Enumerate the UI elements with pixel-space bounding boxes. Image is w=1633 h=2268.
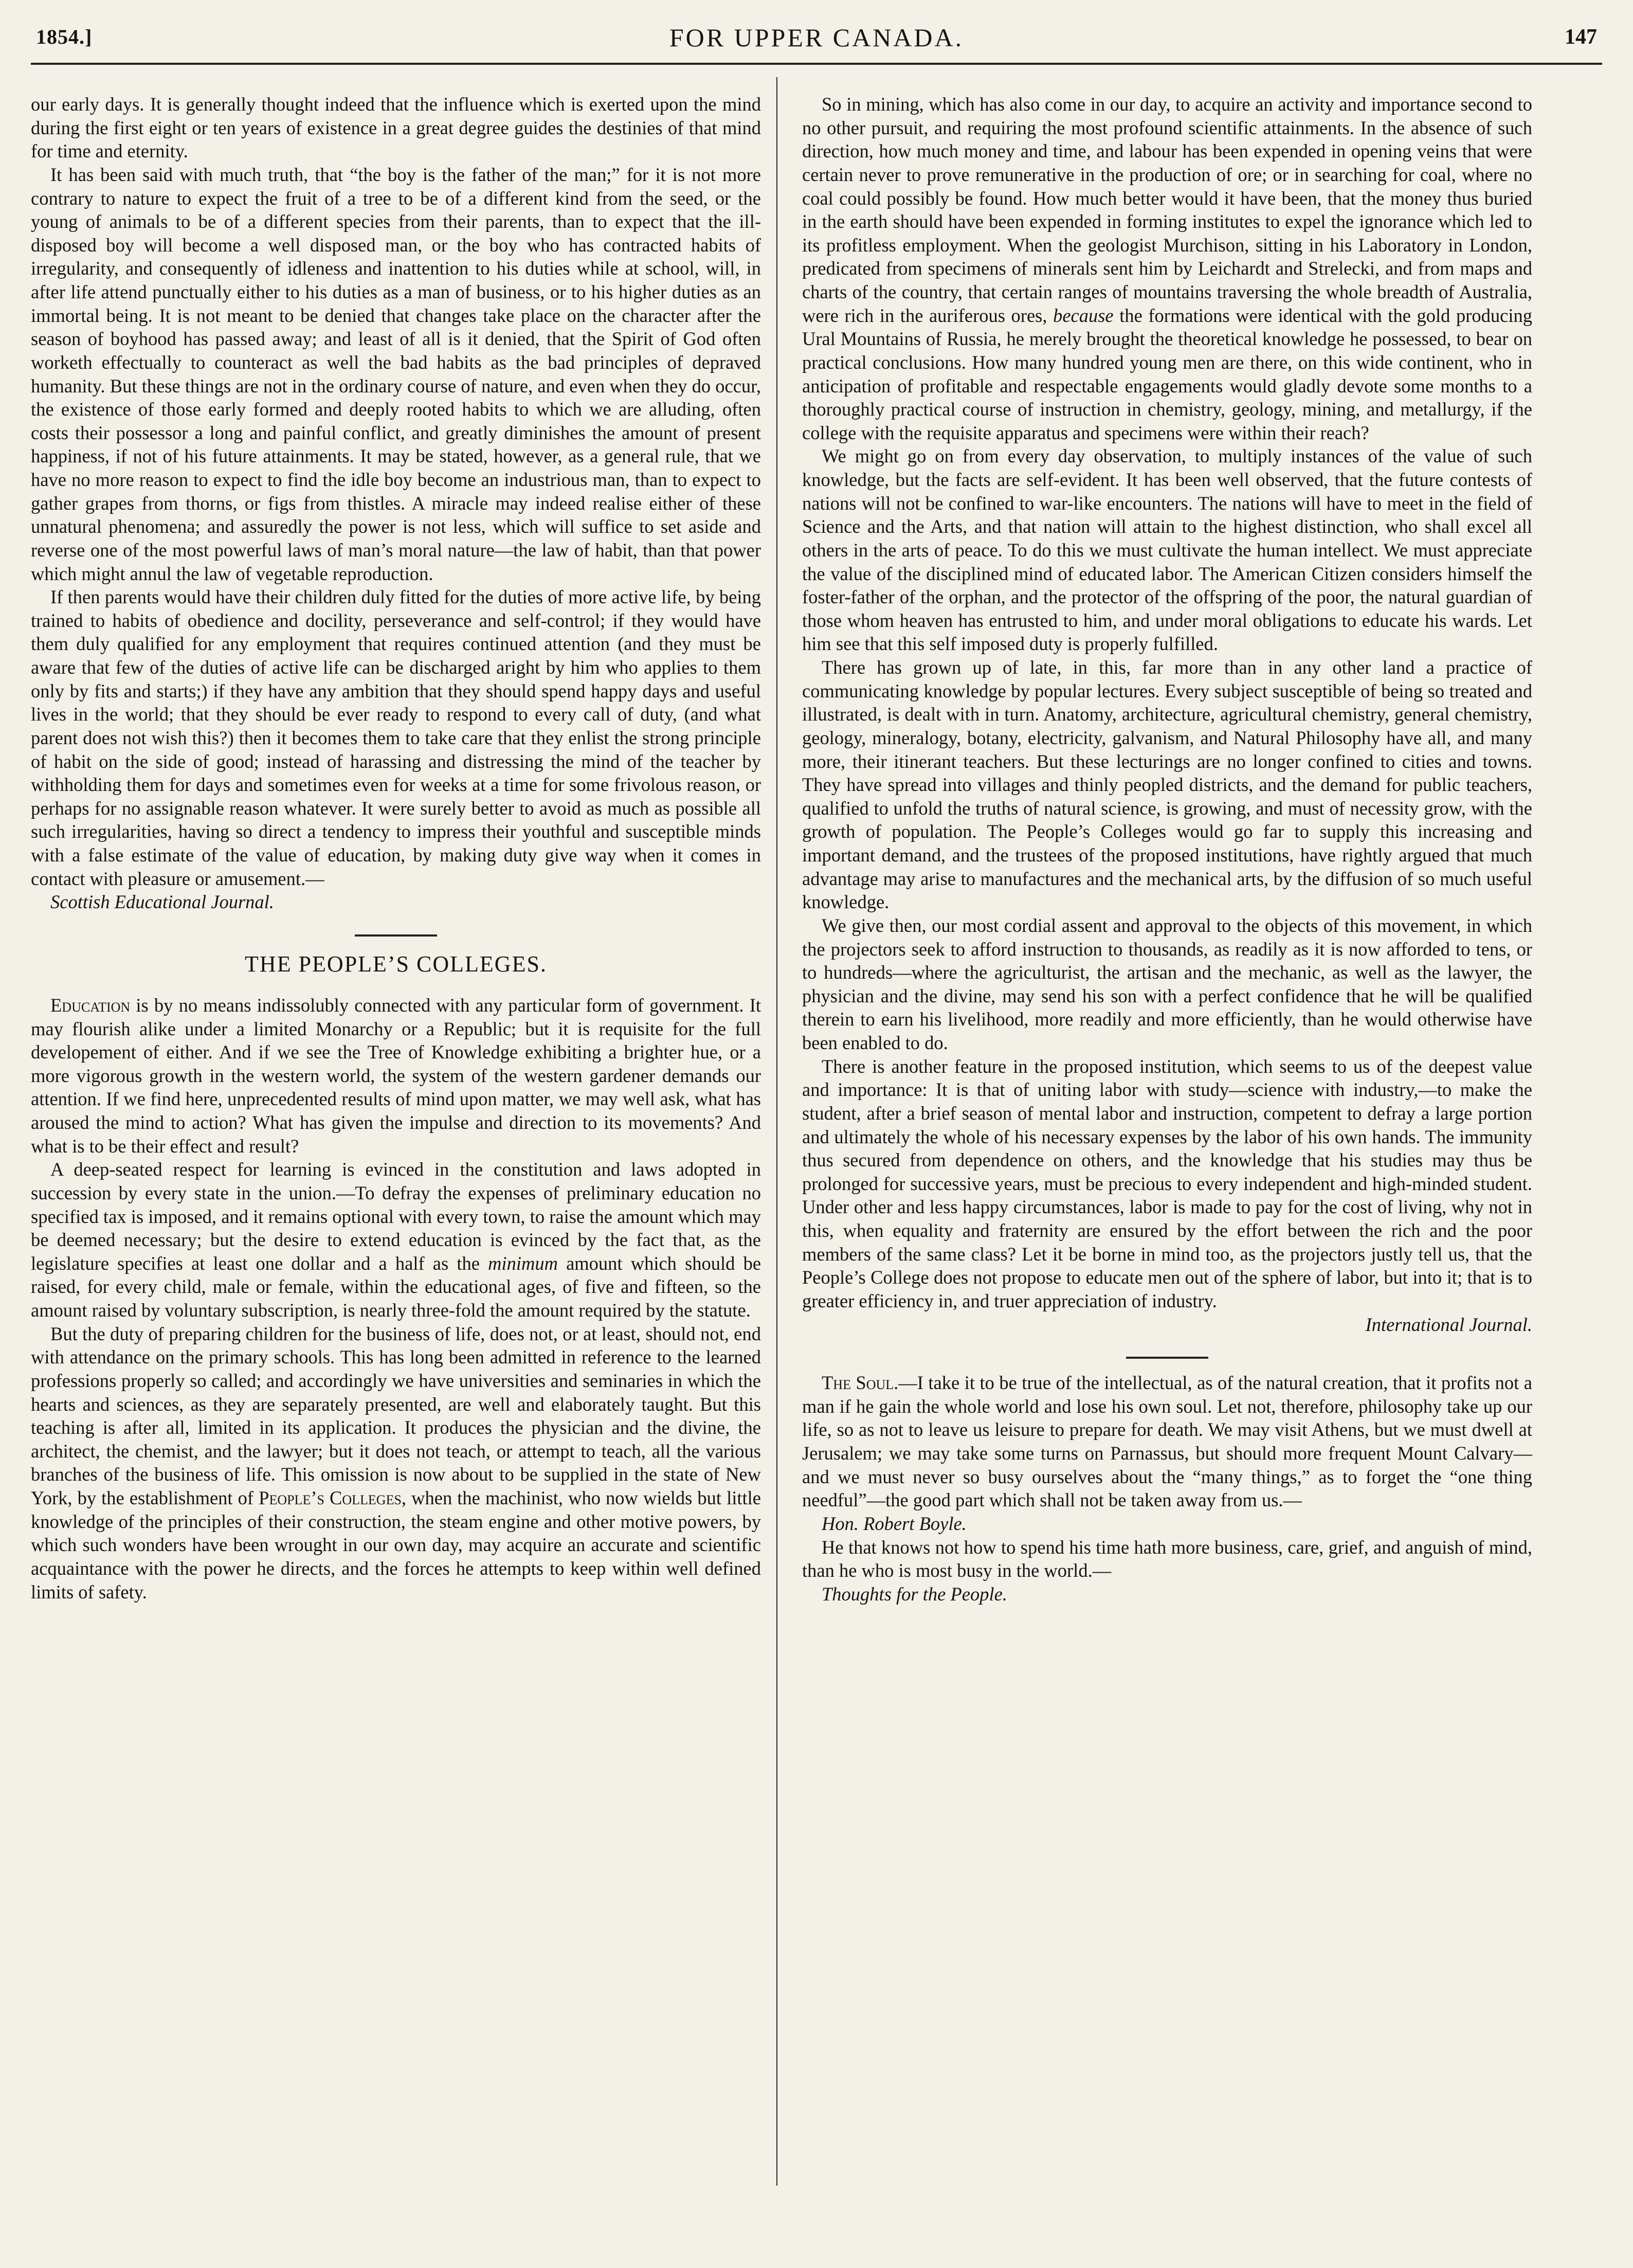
paragraph-text: when the machinist, who now wields but little knowledge of the principles of their construction, the steam engine and other motive powers, by which such wonders have been wrought in our own day, may acquire an accurate and scientific acquaintance with the power he directs, and the forces he attempts to keep within well defined limits of safety.	[31, 1487, 761, 1603]
section-rule	[355, 934, 437, 937]
lead-word: Education	[50, 994, 131, 1016]
page-number: 147	[1565, 25, 1597, 49]
source-citation: Hon. Robert Boyle.	[822, 1513, 967, 1534]
paragraph: He that knows not how to spend his time hath more business, care, grief, and anguish of mind, than he who is most busy in the world.—	[802, 1536, 1532, 1581]
paragraph: There has grown up of late, in this, far more than in any other land a practice of communicating knowledge by popular lectures. Every subject susceptible of being so treated and illustrated, is dealt with in turn. Anatomy, architecture, agricultural chemistry, general chemistry, geology, mineralogy, botany, electricity, galvanism, and Natural Philosophy have all, and many more, their itinerant teachers. But these lecturings are no longer confined to cities and towns. They have spread into villages and thinly peopled districts, and the demand for public teachers, qualified to unfold the truths of natural science, is growing, and must of necessity grow, with the growth of population. The People’s Colleges would go far to supply this increasing and important demand, and the trustees of the proposed institutions, have rightly argued that much advantage may arise to manufactures and the mechanical arts, by the diffusion of so much useful knowledge.	[802, 657, 1532, 913]
paragraph-text: A deep-seated respect for learning is evinced in the constitution and laws adopted in succession by every state in the union.—To defray the expenses of preliminary education no specified tax is imposed, and it remains optional with every town, to raise the amount which may be deemed necessary; but the desire to extend education is evinced by the fact that, as the legislature specifies at least one dollar and a half as the	[31, 1159, 761, 1274]
paragraph: our early days. It is generally thought indeed that the influence which is exerted upon the mind during the first eight or ten years of existence in a great degree guides the destinies of that mind for time and eternity.	[31, 94, 761, 162]
paragraph-text: amount which should be raised, for every child, male or female, within the educational ages, of five and fifteen, so the amount raised by voluntary subscription, is nearly three-fold the amount required by the statute.	[31, 1252, 761, 1321]
small-caps-text: People’s Colleges,	[259, 1487, 407, 1508]
column-divider	[776, 77, 777, 2186]
paragraph	[802, 93, 1532, 444]
emphasis-text: because	[1053, 304, 1114, 326]
paragraph	[31, 1158, 761, 1322]
source-citation: Scottish Educational Journal.	[50, 891, 274, 913]
paragraph-text: is by no means indissolubly connected with any particular form of government. It may flourish alike under a limited Monarchy or a Republic; but it is requisite for the full developement of either. And if we see the Tree of Knowledge exhibiting a brighter hue, or a more vigorous growth in the western world, the system of the western gardener demands our attention. If we find here, unprecedented results of mind upon matter, we may well ask, what has aroused the mind to action? What has given the impulse and direction to its movements? And what is to be their effect and result?	[31, 994, 761, 1157]
paragraph	[31, 994, 761, 1158]
paragraph	[802, 1371, 1532, 1512]
paragraph: We give then, our most cordial assent and approval to the objects of this movement, in which the projectors seek to afford instruction to thousands, as readily as it is now afforded to tens, or to hundreds—where the agriculturist, the artisan and the mechanic, as well as the lawyer, the physician and the divine, may send his son with a perfect confidence that he will be qualified therein to earn his livelihood, more readily and more efficiently, than he would otherwise have been enabled to do.	[802, 914, 1532, 1053]
emphasis-text: minimum	[488, 1252, 558, 1274]
source-citation: International Journal.	[1365, 1313, 1532, 1335]
article-heading: THE PEOPLE’S COLLEGES.	[245, 951, 547, 977]
paragraph: It has been said with much truth, that “the boy is the father of the man;” for it is not more contrary to nature to expect the fruit of a tree to be of a different kind from the seed, or the young of animals to be of a different species from their parents, than to expect that the ill-disposed boy will become a well disposed man, or the boy who has contracted habits of irregularity, and consequently of idleness and inattention to his duties while at school, will, in after life attend punctually either to his duties as a man of business, or to his higher duties as an immortal being. It is not meant to be denied that changes take place on the character after the season of boyhood has passed away; and least of all is it denied, that the Spirit of God often worketh effectually to counteract as well the bad habits as the bad principles of depraved humanity. But these things are not in the ordinary course of nature, and even when they do occur, the existence of those early formed and deeply rooted habits to which we are alluding, often costs their possessor a long and painful conflict, and greatly diminishes the amount of present happiness, if not of his future attainments. It may be stated, however, as a general rule, that we have no more reason to expect to find the idle boy become an industrious man, than to expect to gather grapes from thorns, or figs from thistles. A miracle may indeed realise either of these unnatural phenomena; and assuredly the power is not less, which will suffice to set aside and reverse one of the most powerful laws of man’s moral nature—the law of habit, than that power which might annul the law of vegetable reproduction.	[31, 164, 761, 584]
paragraph-text: But the duty of preparing children for the business of life, does not, or at least, should not, end with attendance on the primary schools. This has long been admitted in reference to the learned professions properly so called; and accordingly we have universities and seminaries in which the hearts and sciences, as they are separately presented, are well and elaborately taught. But this teaching is after all, limited in its application. It produces the physician and the divine, the architect, the chemist, and the lawyer; but it does not teach, or attempt to teach, all the various branches of the business of life. This omission is now about to be supplied in the state of New York, by the establishment of	[31, 1323, 761, 1508]
header-title: FOR UPPER CANADA.	[669, 23, 964, 52]
header-date: 1854.]	[36, 25, 93, 48]
paragraph-text: —I take it to be true of the intellectual, as of the natural creation, that it profits not a man if he gain the whole world and lose his own soul. Let not, therefore, philosophy take up our life, so as not to leave us leisure to prepare for death. We may visit Athens, but we must dwell at Jerusalem; we may take some turns on Parnassus, but should more frequent Mount Calvary—and we must never so busy ourselves about the “many things,” as to forget the “one thing needful”—the good part which shall not be taken away from us.—	[802, 1372, 1532, 1511]
paragraph: There is another feature in the proposed institution, which seems to us of the deepest value and importance: It is that of uniting labor with study—science with industry,—to make the student, after a brief season of mental labor and instruction, competent to defray a large portion and ultimately the whole of his necessary expenses by the labor of his own hands. The immunity thus secured from dependence on others, and the knowledge that his studies may thus be prolonged for successive years, must be precious to every independent and high-minded student. Under other and less happy circumstances, labor is made to pay for the cost of living, why not in this, when equality and fraternity are ensured by the effort between the rich and the poor members of the same class? Let it be borne in mind too, as the projectors justly tell us, that the People’s College does not propose to educate men out of the sphere of labor, but into it; that is to greater efficiency in, and truer appreciation of industry.	[802, 1055, 1532, 1311]
paragraph: If then parents would have their children duly fitted for the duties of more active life, by being trained to habits of obedience and docility, perseverance and self-control; if they would have them duly qualified for any employment that requires continued attention (and they must be aware that few of the duties of active life can be discharged aright by him who applies to them only by fits and starts;) if they have any ambition that they should spend happy days and useful lives in the world; that they should be ever ready to respond to every call of duty, (and what parent does not wish this?) then it becomes them to take care that they enlist the strong principle of habit on the side of good; instead of harassing and distressing the mind of the teacher by withholding them for days and sometimes even for weeks at a time for some frivolous reason, or perhaps for no assignable reason whatever. It were surely better to avoid as much as possible all such irregularities, having so direct a tendency to impress their youthful and susceptible minds with a false estimate of the value of education, by making duty give way when it comes in contact with pleasure or amusement.—	[31, 586, 761, 889]
paragraph-text: the formations were identical with the gold producing Ural Mountains of Russia, he merely brought the theoretical knowledge he possessed, to bear on practical conclusions. How many hundred young men are there, on this wide continent, who in anticipation of profitable and respectable engagements would gladly devote some months to a thoroughly practical course of instruction in chemistry, geology, mining, and metallurgy, if the college with the requisite apparatus and specimens were within their reach?	[802, 304, 1532, 443]
paragraph-text: So in mining, which has also come in our day, to acquire an activity and importance second to no other pursuit, and requiring the most profound scientific attainments. In the absence of such direction, how much money and time, and labour has been expended in opening veins that were certain never to prove remunerative in the production of ore; or in searching for coal, where no coal could possibly be found. How much better would it have been, that the money thus buried in the earth should have been expended in forming institutes to expel the ignorance which led to its profitless employment. When the geologist Murchison, sitting in his Laboratory in London, predicated from specimens of minerals sent him by Leichardt and Strelecki, and from maps and charts of the country, that certain ranges of mountains traversing the whole breadth of Australia, were rich in the auriferous ores,	[802, 94, 1532, 326]
page-header	[36, 23, 1597, 64]
section-rule	[1126, 1357, 1208, 1359]
right-column	[802, 93, 1532, 1606]
paragraph	[31, 1322, 761, 1604]
left-column	[31, 93, 761, 1604]
lead-word: The Soul.	[822, 1372, 899, 1394]
paragraph: We might go on from every day observation, to multiply instances of the value of such knowledge, but the facts are self-evident. It has been well observed, that the future contests of nations will not be confined to war-like encounters. The nations will have to meet in the field of Science and the Arts, and that nation will attain to the highest distinction, who shall excel all others in the arts of peace. To do this we must cultivate the human intellect. We must appreciate the value of the disciplined mind of educated labor. The American Citizen considers himself the foster-father of the orphan, and the protector of the offspring of the poor, the natural guardian of those whom heaven has entrusted to him, and under moral obligations to educate his wards. Let him see that this self imposed duty is properly fulfilled.	[802, 445, 1532, 655]
source-citation: Thoughts for the People.	[822, 1583, 1007, 1605]
header-rule	[31, 63, 1602, 65]
